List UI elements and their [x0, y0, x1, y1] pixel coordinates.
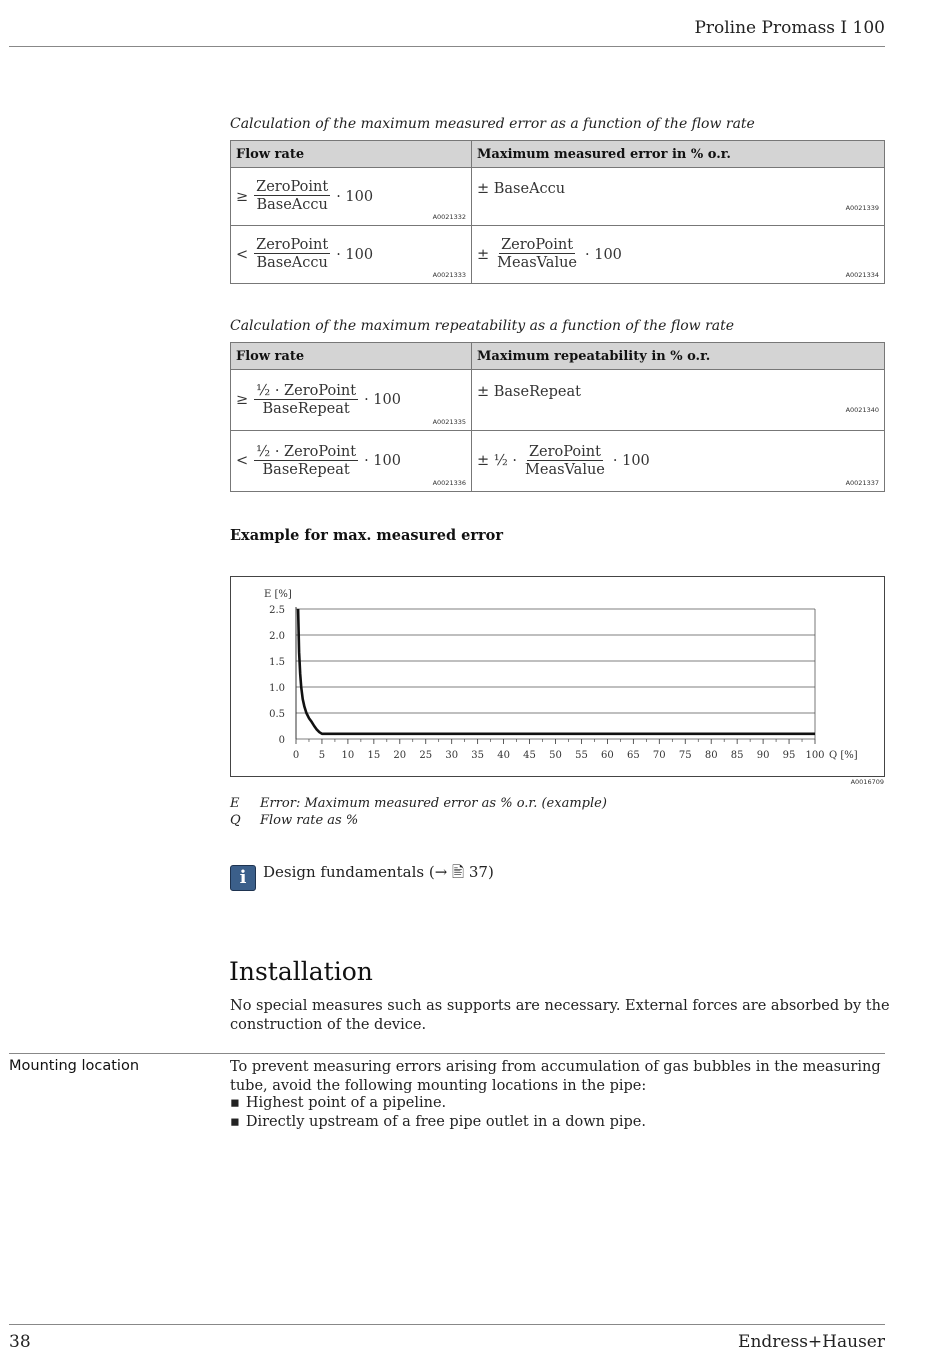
y-tick-label: 0 [278, 735, 285, 746]
legend-item-e [230, 796, 607, 811]
multiplier: · 100 [585, 246, 622, 263]
table1-header-flow-rate: Flow rate [231, 141, 472, 168]
multiplier: · 100 [336, 246, 374, 263]
y-tick-label: 2.0 [269, 631, 285, 642]
info-icon: i [230, 865, 256, 891]
x-tick-label: 0 [292, 750, 300, 761]
x-tick-label: 75 [678, 750, 692, 761]
numerator: ½ · ZeroPoint [256, 382, 357, 399]
x-tick-label: 10 [341, 750, 355, 761]
x-tick-label: 70 [652, 750, 666, 761]
y-tick-label: 1.5 [269, 657, 285, 668]
fraction [495, 237, 579, 272]
repeatability-table [230, 342, 885, 492]
x-axis-label: Q [%] [829, 750, 858, 761]
header-rule [9, 46, 885, 47]
x-tick-label: 40 [497, 750, 510, 761]
table-cell [472, 431, 885, 492]
x-tick-label: 90 [756, 750, 770, 761]
x-tick-label: 85 [730, 750, 744, 761]
table2-caption: Calculation of the maximum repeatability as a function of the flow rate [230, 318, 735, 334]
y-axis-label: E [%] [264, 589, 292, 600]
list-item: ▪ Directly upstream of a free pipe outlet in a down pipe. [230, 1113, 646, 1132]
multiplier: · 100 [364, 392, 401, 408]
fraction [254, 383, 358, 418]
list-item: ▪ Highest point of a pipeline. [230, 1094, 646, 1113]
multiplier: · 100 [364, 453, 401, 469]
denominator: BaseRepeat [262, 461, 350, 478]
table-row [231, 370, 885, 431]
y-tick-label: 2.5 [269, 605, 285, 616]
operator: ± ½ · [477, 453, 518, 469]
denominator: BaseAccu [256, 197, 328, 213]
table-cell [231, 431, 472, 492]
footer-rule [9, 1324, 885, 1325]
x-tick-label: 25 [419, 750, 433, 761]
numerator: ZeroPoint [256, 237, 329, 253]
x-tick-label: 95 [782, 750, 796, 761]
chart-graphic-code: A0016709 [850, 778, 884, 786]
numerator: ZeroPoint [256, 179, 329, 195]
legend-text: Error: Maximum measured error as % o.r. (example) [260, 796, 607, 811]
legend-text: Flow rate as % [260, 813, 359, 828]
y-tick-label: 1.0 [269, 683, 285, 694]
x-tick-label: 15 [367, 750, 381, 761]
x-tick-label: 80 [704, 750, 718, 761]
operator: < [236, 246, 249, 263]
numerator: ZeroPoint [501, 237, 574, 253]
x-tick-label: 60 [601, 750, 614, 761]
graphic-code: A0021337 [845, 479, 879, 487]
measured-error-table [230, 140, 885, 284]
fraction [254, 179, 330, 214]
denominator: MeasValue [525, 461, 605, 478]
page-number: 38 [9, 1332, 31, 1352]
x-tick-label: 5 [318, 750, 326, 761]
table-cell [472, 370, 885, 431]
installation-title: Installation [229, 957, 373, 986]
error-chart-frame [230, 576, 885, 777]
graphic-code: A0021340 [845, 406, 879, 414]
graphic-code: A0021339 [845, 204, 879, 212]
formula-text: ± BaseRepeat [477, 384, 581, 400]
x-tick-label: 20 [393, 750, 407, 761]
table-cell [231, 370, 472, 431]
fraction [254, 444, 358, 479]
numerator: ZeroPoint [528, 443, 601, 460]
fraction [523, 444, 607, 479]
x-tick-label: 100 [805, 750, 825, 761]
x-tick-label: 65 [626, 750, 640, 761]
multiplier: · 100 [336, 188, 374, 205]
graphic-code: A0021335 [432, 418, 466, 426]
formula-text: ± BaseAccu [477, 180, 566, 197]
error-curve [298, 609, 815, 734]
x-tick-label: 30 [445, 750, 459, 761]
table-cell [231, 226, 472, 284]
design-fundamentals-link[interactable]: Design fundamentals (→ 🖹 37) [263, 863, 494, 881]
table-cell [472, 226, 885, 284]
x-tick-label: 35 [471, 750, 485, 761]
brand-name: Endress+Hauser [738, 1332, 885, 1352]
graphic-code: A0021332 [432, 213, 466, 221]
table-row [231, 168, 885, 226]
mounting-bullets [230, 1094, 646, 1132]
operator: ≥ [236, 188, 249, 205]
legend-key: E [230, 796, 240, 811]
fraction [254, 237, 330, 272]
example-heading: Example for max. measured error [230, 527, 503, 544]
denominator: BaseAccu [256, 255, 328, 271]
installation-intro: No special measures such as supports are necessary. External forces are absorbed by the construction of the device. [230, 998, 890, 1033]
table2-header-flow-rate: Flow rate [231, 343, 472, 370]
operator: < [236, 453, 249, 469]
table1-caption: Calculation of the maximum measured error as a function of the flow rate [230, 116, 755, 132]
graphic-code: A0021334 [845, 271, 879, 279]
document-header-title: Proline Promass I 100 [694, 18, 885, 38]
table-cell [231, 168, 472, 226]
mounting-location-text: To prevent measuring errors arising from accumulation of gas bubbles in the measuring tube, avoid the following mounting locations in the pipe: [230, 1059, 881, 1094]
table-row [231, 226, 885, 284]
denominator: BaseRepeat [262, 400, 350, 417]
table2-header-repeatability: Maximum repeatability in % o.r. [472, 343, 885, 370]
table-cell [472, 168, 885, 226]
table1-header-error: Maximum measured error in % o.r. [472, 141, 885, 168]
x-tick-label: 50 [549, 750, 562, 761]
section-rule [9, 1053, 885, 1054]
graphic-code: A0021333 [432, 271, 466, 279]
legend-key: Q [230, 813, 241, 828]
operator: ± [477, 246, 490, 263]
table-row [231, 431, 885, 492]
x-tick-label: 55 [575, 750, 588, 761]
x-tick-label: 45 [523, 750, 536, 761]
graphic-code: A0021336 [432, 479, 466, 487]
mounting-location-label: Mounting location [9, 1058, 140, 1074]
operator: ≥ [236, 392, 249, 408]
legend-item-q [230, 813, 358, 828]
numerator: ½ · ZeroPoint [256, 443, 357, 460]
error-chart [231, 577, 884, 776]
y-tick-label: 0.5 [269, 709, 285, 720]
multiplier: · 100 [612, 453, 650, 469]
denominator: MeasValue [497, 255, 578, 271]
